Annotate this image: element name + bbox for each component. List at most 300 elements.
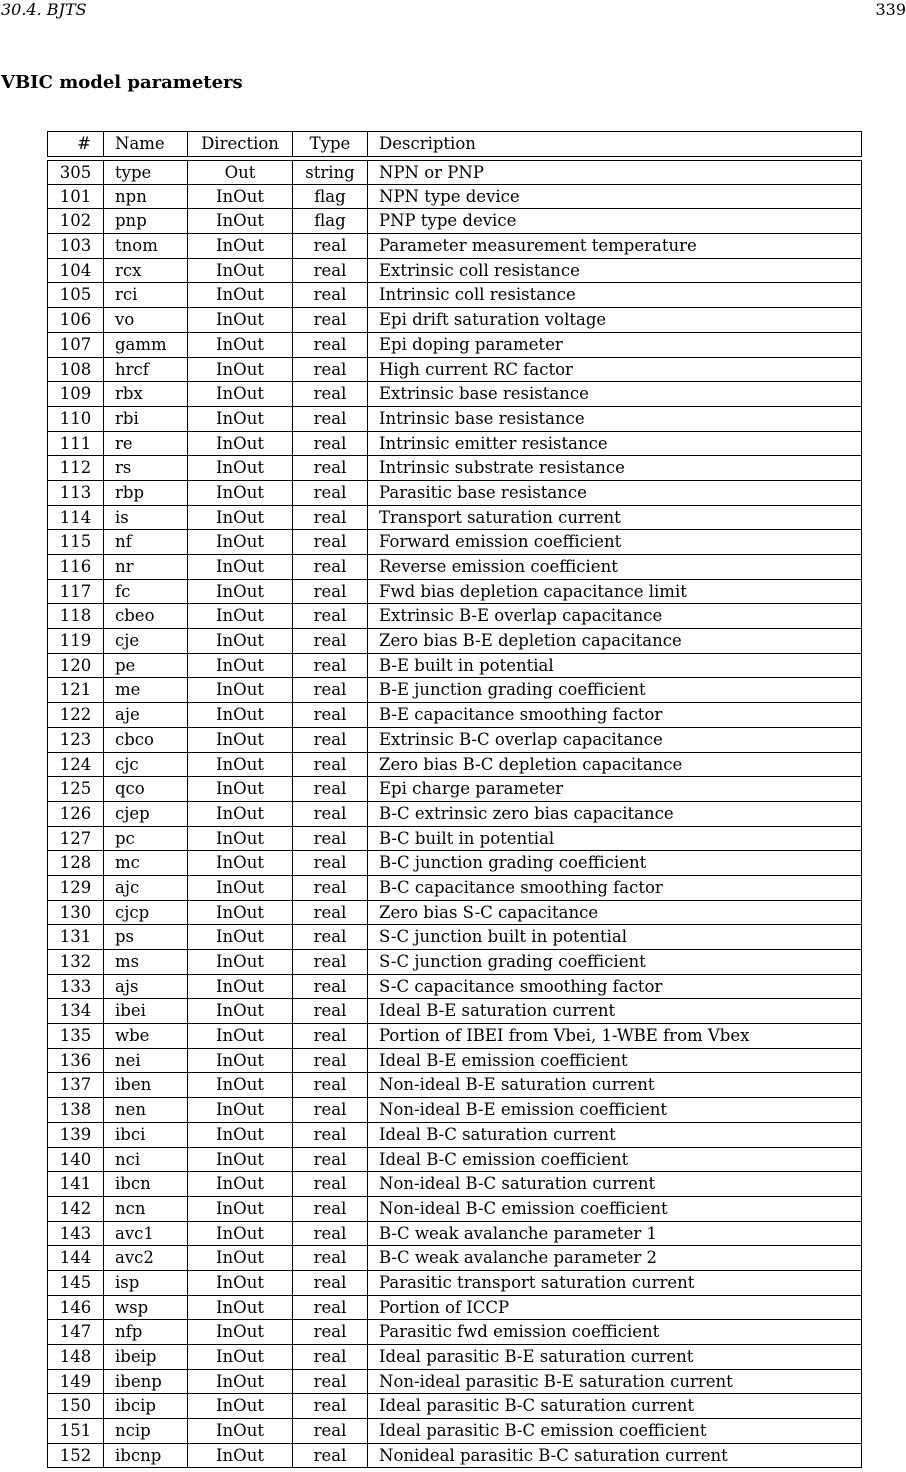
cell-direction: InOut [188, 901, 293, 925]
cell-type: string [293, 161, 368, 184]
cell-direction: InOut [188, 629, 293, 653]
cell-description: S-C junction built in potential [379, 927, 627, 947]
cell-direction: InOut [188, 851, 293, 875]
cell-number: 130 [48, 901, 104, 925]
cell-direction: InOut [188, 1345, 293, 1369]
cell-type: real [293, 1024, 368, 1048]
cell-number: 149 [48, 1370, 104, 1394]
column-header-type: Type [293, 132, 368, 156]
cell-description: Ideal B-C emission coefficient [379, 1149, 629, 1169]
table-row [47, 506, 862, 531]
cell-name: rbi [104, 407, 188, 431]
parameter-table [47, 131, 862, 1468]
cell-description: Forward emission coefficient [379, 532, 622, 552]
cell-number: 145 [48, 1271, 104, 1295]
table-row [47, 456, 862, 481]
cell-description: Nonideal parasitic B-C saturation current [379, 1445, 728, 1465]
cell-name: isp [104, 1271, 188, 1295]
cell-number: 134 [48, 999, 104, 1023]
table-row [47, 629, 862, 654]
cell-name: is [104, 506, 188, 530]
cell-type: real [293, 407, 368, 431]
cell-description: B-C junction grading coefficient [379, 853, 647, 873]
cell-description: Ideal parasitic B-C saturation current [379, 1396, 695, 1416]
cell-type: real [293, 1222, 368, 1246]
column-header-number: # [48, 132, 104, 156]
table-row [47, 728, 862, 753]
cell-direction: InOut [188, 1172, 293, 1196]
cell-name: ibcip [104, 1394, 188, 1418]
column-header-description: Description [379, 134, 476, 153]
cell-type: real [293, 802, 368, 826]
cell-type: real [293, 950, 368, 974]
cell-direction: Out [188, 161, 293, 184]
cell-direction: InOut [188, 975, 293, 999]
table-row [47, 1246, 862, 1271]
cell-description: Intrinsic emitter resistance [379, 433, 608, 453]
cell-number: 143 [48, 1222, 104, 1246]
cell-direction: InOut [188, 185, 293, 209]
cell-name: rci [104, 283, 188, 307]
cell-name: ps [104, 925, 188, 949]
cell-name: cjep [104, 802, 188, 826]
table-row [47, 382, 862, 407]
column-header-direction: Direction [188, 132, 293, 156]
cell-description: Ideal parasitic B-E saturation current [379, 1347, 694, 1366]
cell-number: 135 [48, 1024, 104, 1048]
cell-description: B-C weak avalanche parameter 2 [379, 1248, 658, 1268]
table-row [47, 777, 862, 802]
cell-name: ibei [104, 999, 188, 1023]
cell-name: pnp [104, 209, 188, 233]
table-row [47, 950, 862, 975]
table-header-row [47, 131, 862, 157]
cell-direction: InOut [188, 728, 293, 752]
table-row [47, 1148, 862, 1173]
cell-direction: InOut [188, 1370, 293, 1394]
table-row [47, 259, 862, 284]
table-row [47, 209, 862, 234]
cell-number: 144 [48, 1246, 104, 1270]
cell-name: ncn [104, 1197, 188, 1221]
cell-number: 128 [48, 851, 104, 875]
cell-name: ajc [104, 876, 188, 900]
cell-name: cjc [104, 753, 188, 777]
cell-description: Parasitic base resistance [379, 482, 587, 502]
table-row [47, 580, 862, 605]
cell-description: B-C extrinsic zero bias capacitance [379, 803, 674, 823]
cell-number: 112 [48, 456, 104, 480]
cell-number: 121 [48, 678, 104, 702]
cell-number: 105 [48, 283, 104, 307]
cell-type: flag [293, 209, 368, 233]
cell-number: 125 [48, 777, 104, 801]
cell-direction: InOut [188, 333, 293, 357]
cell-type: real [293, 432, 368, 456]
cell-direction: InOut [188, 1296, 293, 1320]
cell-direction: InOut [188, 925, 293, 949]
cell-type: real [293, 1172, 368, 1196]
cell-name: iben [104, 1073, 188, 1097]
section-title: 30.4. BJTS [1, 0, 87, 19]
cell-number: 142 [48, 1197, 104, 1221]
cell-number: 150 [48, 1394, 104, 1418]
cell-name: ibcn [104, 1172, 188, 1196]
table-row [47, 358, 862, 383]
table-row [47, 1419, 862, 1444]
running-header [0, 0, 906, 22]
table-row [47, 1394, 862, 1419]
cell-description: Fwd bias depletion capacitance limit [379, 581, 687, 601]
cell-type: real [293, 308, 368, 332]
table-row [47, 851, 862, 876]
cell-direction: InOut [188, 234, 293, 258]
cell-description: S-C junction grading coefficient [379, 952, 646, 971]
cell-type: real [293, 1296, 368, 1320]
cell-number: 101 [48, 185, 104, 209]
cell-name: wsp [104, 1296, 188, 1320]
table-row [47, 481, 862, 506]
cell-name: vo [104, 308, 188, 332]
table-row [47, 308, 862, 333]
cell-number: 305 [48, 161, 104, 184]
cell-description: Non-ideal B-C saturation current [379, 1174, 656, 1194]
table-row [47, 333, 862, 358]
cell-type: real [293, 1271, 368, 1295]
cell-description: Non-ideal parasitic B-E saturation current [379, 1371, 733, 1391]
cell-description: Portion of ICCP [379, 1297, 510, 1317]
cell-direction: InOut [188, 753, 293, 777]
cell-description: Zero bias B-C depletion capacitance [379, 754, 683, 774]
cell-direction: InOut [188, 1123, 293, 1147]
cell-description: Extrinsic base resistance [379, 384, 589, 404]
cell-direction: InOut [188, 259, 293, 283]
cell-description: NPN or PNP [379, 163, 484, 182]
cell-type: real [293, 876, 368, 900]
cell-type: real [293, 1049, 368, 1073]
cell-description: Epi drift saturation voltage [379, 310, 607, 330]
cell-name: aje [104, 703, 188, 727]
cell-name: fc [104, 580, 188, 604]
table-row [47, 1222, 862, 1247]
cell-description: Epi charge parameter [379, 779, 564, 799]
cell-direction: InOut [188, 604, 293, 628]
cell-type: real [293, 1370, 368, 1394]
cell-type: real [293, 1073, 368, 1097]
cell-number: 139 [48, 1123, 104, 1147]
cell-description: Extrinsic B-E overlap capacitance [379, 606, 663, 626]
table-row [47, 1320, 862, 1345]
cell-type: real [293, 975, 368, 999]
cell-description: Non-ideal B-E saturation current [379, 1075, 655, 1095]
cell-direction: InOut [188, 1024, 293, 1048]
cell-name: rcx [104, 259, 188, 283]
cell-direction: InOut [188, 407, 293, 431]
cell-type: real [293, 1098, 368, 1122]
cell-type: real [293, 901, 368, 925]
cell-type: real [293, 333, 368, 357]
cell-description: Zero bias B-E depletion capacitance [379, 631, 682, 651]
table-row [47, 925, 862, 950]
cell-name: gamm [104, 333, 188, 357]
cell-type: real [293, 703, 368, 727]
cell-number: 133 [48, 975, 104, 999]
table-row [47, 1123, 862, 1148]
cell-description: Transport saturation current [379, 507, 621, 527]
cell-number: 108 [48, 358, 104, 382]
cell-number: 104 [48, 259, 104, 283]
cell-number: 126 [48, 802, 104, 826]
cell-name: nei [104, 1049, 188, 1073]
cell-type: real [293, 777, 368, 801]
cell-description: Ideal B-E saturation current [379, 1001, 616, 1021]
cell-name: me [104, 678, 188, 702]
cell-description: Epi doping parameter [379, 334, 563, 354]
page-number: 339 [875, 0, 906, 19]
cell-number: 111 [48, 432, 104, 456]
cell-name: ms [104, 950, 188, 974]
table-row [47, 1172, 862, 1197]
cell-type: real [293, 678, 368, 702]
cell-type: real [293, 1123, 368, 1147]
table-row [47, 876, 862, 901]
cell-number: 127 [48, 827, 104, 851]
cell-description: Ideal parasitic B-C emission coefficient [379, 1421, 707, 1441]
cell-number: 141 [48, 1172, 104, 1196]
cell-name: ibeip [104, 1345, 188, 1369]
cell-description: Non-ideal B-E emission coefficient [379, 1100, 668, 1120]
cell-direction: InOut [188, 950, 293, 974]
table-row [47, 530, 862, 555]
cell-description: B-E junction grading coefficient [379, 680, 646, 700]
cell-type: real [293, 506, 368, 530]
cell-direction: InOut [188, 283, 293, 307]
cell-direction: InOut [188, 456, 293, 480]
cell-number: 117 [48, 580, 104, 604]
cell-description: Non-ideal B-C emission coefficient [379, 1198, 668, 1218]
cell-name: ibcnp [104, 1444, 188, 1468]
cell-type: real [293, 925, 368, 949]
cell-direction: InOut [188, 802, 293, 826]
cell-number: 116 [48, 555, 104, 579]
cell-direction: InOut [188, 506, 293, 530]
cell-direction: InOut [188, 1148, 293, 1172]
cell-type: real [293, 283, 368, 307]
cell-name: nen [104, 1098, 188, 1122]
cell-type: real [293, 358, 368, 382]
cell-number: 147 [48, 1320, 104, 1344]
cell-description: High current RC factor [379, 359, 573, 379]
cell-type: real [293, 629, 368, 653]
cell-direction: InOut [188, 1320, 293, 1344]
column-header-name: Name [104, 132, 188, 156]
cell-number: 123 [48, 728, 104, 752]
cell-type: real [293, 382, 368, 406]
cell-description: PNP type device [379, 211, 517, 231]
cell-direction: InOut [188, 876, 293, 900]
cell-direction: InOut [188, 1246, 293, 1270]
cell-type: real [293, 604, 368, 628]
cell-number: 118 [48, 604, 104, 628]
cell-type: real [293, 1148, 368, 1172]
table-row [47, 407, 862, 432]
cell-description: Zero bias S-C capacitance [379, 902, 599, 922]
cell-name: cjcp [104, 901, 188, 925]
cell-type: real [293, 555, 368, 579]
table-row [47, 160, 862, 185]
cell-description: Parasitic fwd emission coefficient [379, 1322, 660, 1342]
cell-direction: InOut [188, 530, 293, 554]
cell-direction: InOut [188, 1049, 293, 1073]
table-row [47, 555, 862, 580]
cell-name: rbp [104, 481, 188, 505]
cell-number: 102 [48, 209, 104, 233]
cell-number: 114 [48, 506, 104, 530]
cell-direction: InOut [188, 358, 293, 382]
cell-type: real [293, 1444, 368, 1468]
table-row [47, 1073, 862, 1098]
cell-number: 151 [48, 1419, 104, 1443]
cell-type: flag [293, 185, 368, 209]
cell-number: 107 [48, 333, 104, 357]
cell-name: nr [104, 555, 188, 579]
cell-number: 132 [48, 950, 104, 974]
table-row [47, 703, 862, 728]
cell-type: real [293, 1419, 368, 1443]
cell-name: cbco [104, 728, 188, 752]
table-row [47, 999, 862, 1024]
cell-number: 103 [48, 234, 104, 258]
cell-name: qco [104, 777, 188, 801]
cell-name: cje [104, 629, 188, 653]
cell-description: NPN type device [379, 186, 520, 206]
table-row [47, 1370, 862, 1395]
cell-direction: InOut [188, 703, 293, 727]
cell-type: real [293, 999, 368, 1023]
cell-number: 148 [48, 1345, 104, 1369]
cell-direction: InOut [188, 678, 293, 702]
cell-direction: InOut [188, 654, 293, 678]
cell-description: B-C capacitance smoothing factor [379, 877, 663, 897]
cell-type: real [293, 1394, 368, 1418]
cell-type: real [293, 1246, 368, 1270]
cell-number: 113 [48, 481, 104, 505]
cell-name: ibci [104, 1123, 188, 1147]
cell-type: real [293, 728, 368, 752]
table-row [47, 901, 862, 926]
cell-type: real [293, 1197, 368, 1221]
table-row [47, 283, 862, 308]
table-row [47, 1098, 862, 1123]
cell-direction: InOut [188, 555, 293, 579]
cell-number: 146 [48, 1296, 104, 1320]
table-row [47, 753, 862, 778]
cell-direction: InOut [188, 1197, 293, 1221]
cell-type: real [293, 1320, 368, 1344]
cell-number: 106 [48, 308, 104, 332]
cell-direction: InOut [188, 1444, 293, 1468]
table-row [47, 654, 862, 679]
cell-name: hrcf [104, 358, 188, 382]
cell-description: Ideal B-E emission coefficient [379, 1050, 628, 1070]
cell-direction: InOut [188, 1271, 293, 1295]
cell-description: Parameter measurement temperature [379, 236, 697, 256]
cell-name: ncip [104, 1419, 188, 1443]
cell-name: npn [104, 185, 188, 209]
cell-description: Portion of IBEI from Vbei, 1-WBE from Vbex [379, 1026, 750, 1046]
table-row [47, 1024, 862, 1049]
table-row [47, 432, 862, 457]
cell-number: 140 [48, 1148, 104, 1172]
cell-name: type [104, 161, 188, 184]
cell-direction: InOut [188, 777, 293, 801]
cell-type: real [293, 1345, 368, 1369]
cell-type: real [293, 753, 368, 777]
cell-type: real [293, 580, 368, 604]
cell-direction: InOut [188, 580, 293, 604]
cell-direction: InOut [188, 999, 293, 1023]
table-row [47, 827, 862, 852]
table-row [47, 1296, 862, 1321]
page-heading: VBIC model parameters [1, 72, 243, 93]
cell-description: B-C built in potential [379, 828, 555, 848]
cell-name: ibenp [104, 1370, 188, 1394]
table-row [47, 678, 862, 703]
cell-number: 152 [48, 1444, 104, 1468]
cell-type: real [293, 827, 368, 851]
cell-direction: InOut [188, 1222, 293, 1246]
cell-type: real [293, 259, 368, 283]
table-row [47, 975, 862, 1000]
cell-name: ajs [104, 975, 188, 999]
cell-description: Extrinsic B-C overlap capacitance [379, 729, 663, 749]
cell-direction: InOut [188, 1394, 293, 1418]
table-row [47, 802, 862, 827]
cell-direction: InOut [188, 481, 293, 505]
cell-description: Intrinsic coll resistance [379, 285, 576, 305]
cell-number: 115 [48, 530, 104, 554]
table-row [47, 1271, 862, 1296]
cell-number: 110 [48, 407, 104, 431]
cell-direction: InOut [188, 209, 293, 233]
cell-number: 120 [48, 654, 104, 678]
cell-type: real [293, 851, 368, 875]
cell-number: 109 [48, 382, 104, 406]
cell-description: Ideal B-C saturation current [379, 1124, 616, 1144]
cell-number: 119 [48, 629, 104, 653]
cell-name: tnom [104, 234, 188, 258]
cell-number: 124 [48, 753, 104, 777]
table-row [47, 1444, 862, 1469]
table-row [47, 185, 862, 210]
cell-type: real [293, 234, 368, 258]
table-row [47, 1345, 862, 1370]
cell-number: 122 [48, 703, 104, 727]
cell-direction: InOut [188, 382, 293, 406]
cell-name: rbx [104, 382, 188, 406]
cell-number: 131 [48, 925, 104, 949]
cell-type: real [293, 456, 368, 480]
cell-direction: InOut [188, 308, 293, 332]
cell-name: rs [104, 456, 188, 480]
cell-description: Intrinsic substrate resistance [379, 458, 625, 478]
cell-name: nci [104, 1148, 188, 1172]
cell-name: mc [104, 851, 188, 875]
cell-number: 137 [48, 1073, 104, 1097]
cell-description: Extrinsic coll resistance [379, 260, 580, 280]
cell-direction: InOut [188, 1419, 293, 1443]
cell-name: avc2 [104, 1246, 188, 1270]
